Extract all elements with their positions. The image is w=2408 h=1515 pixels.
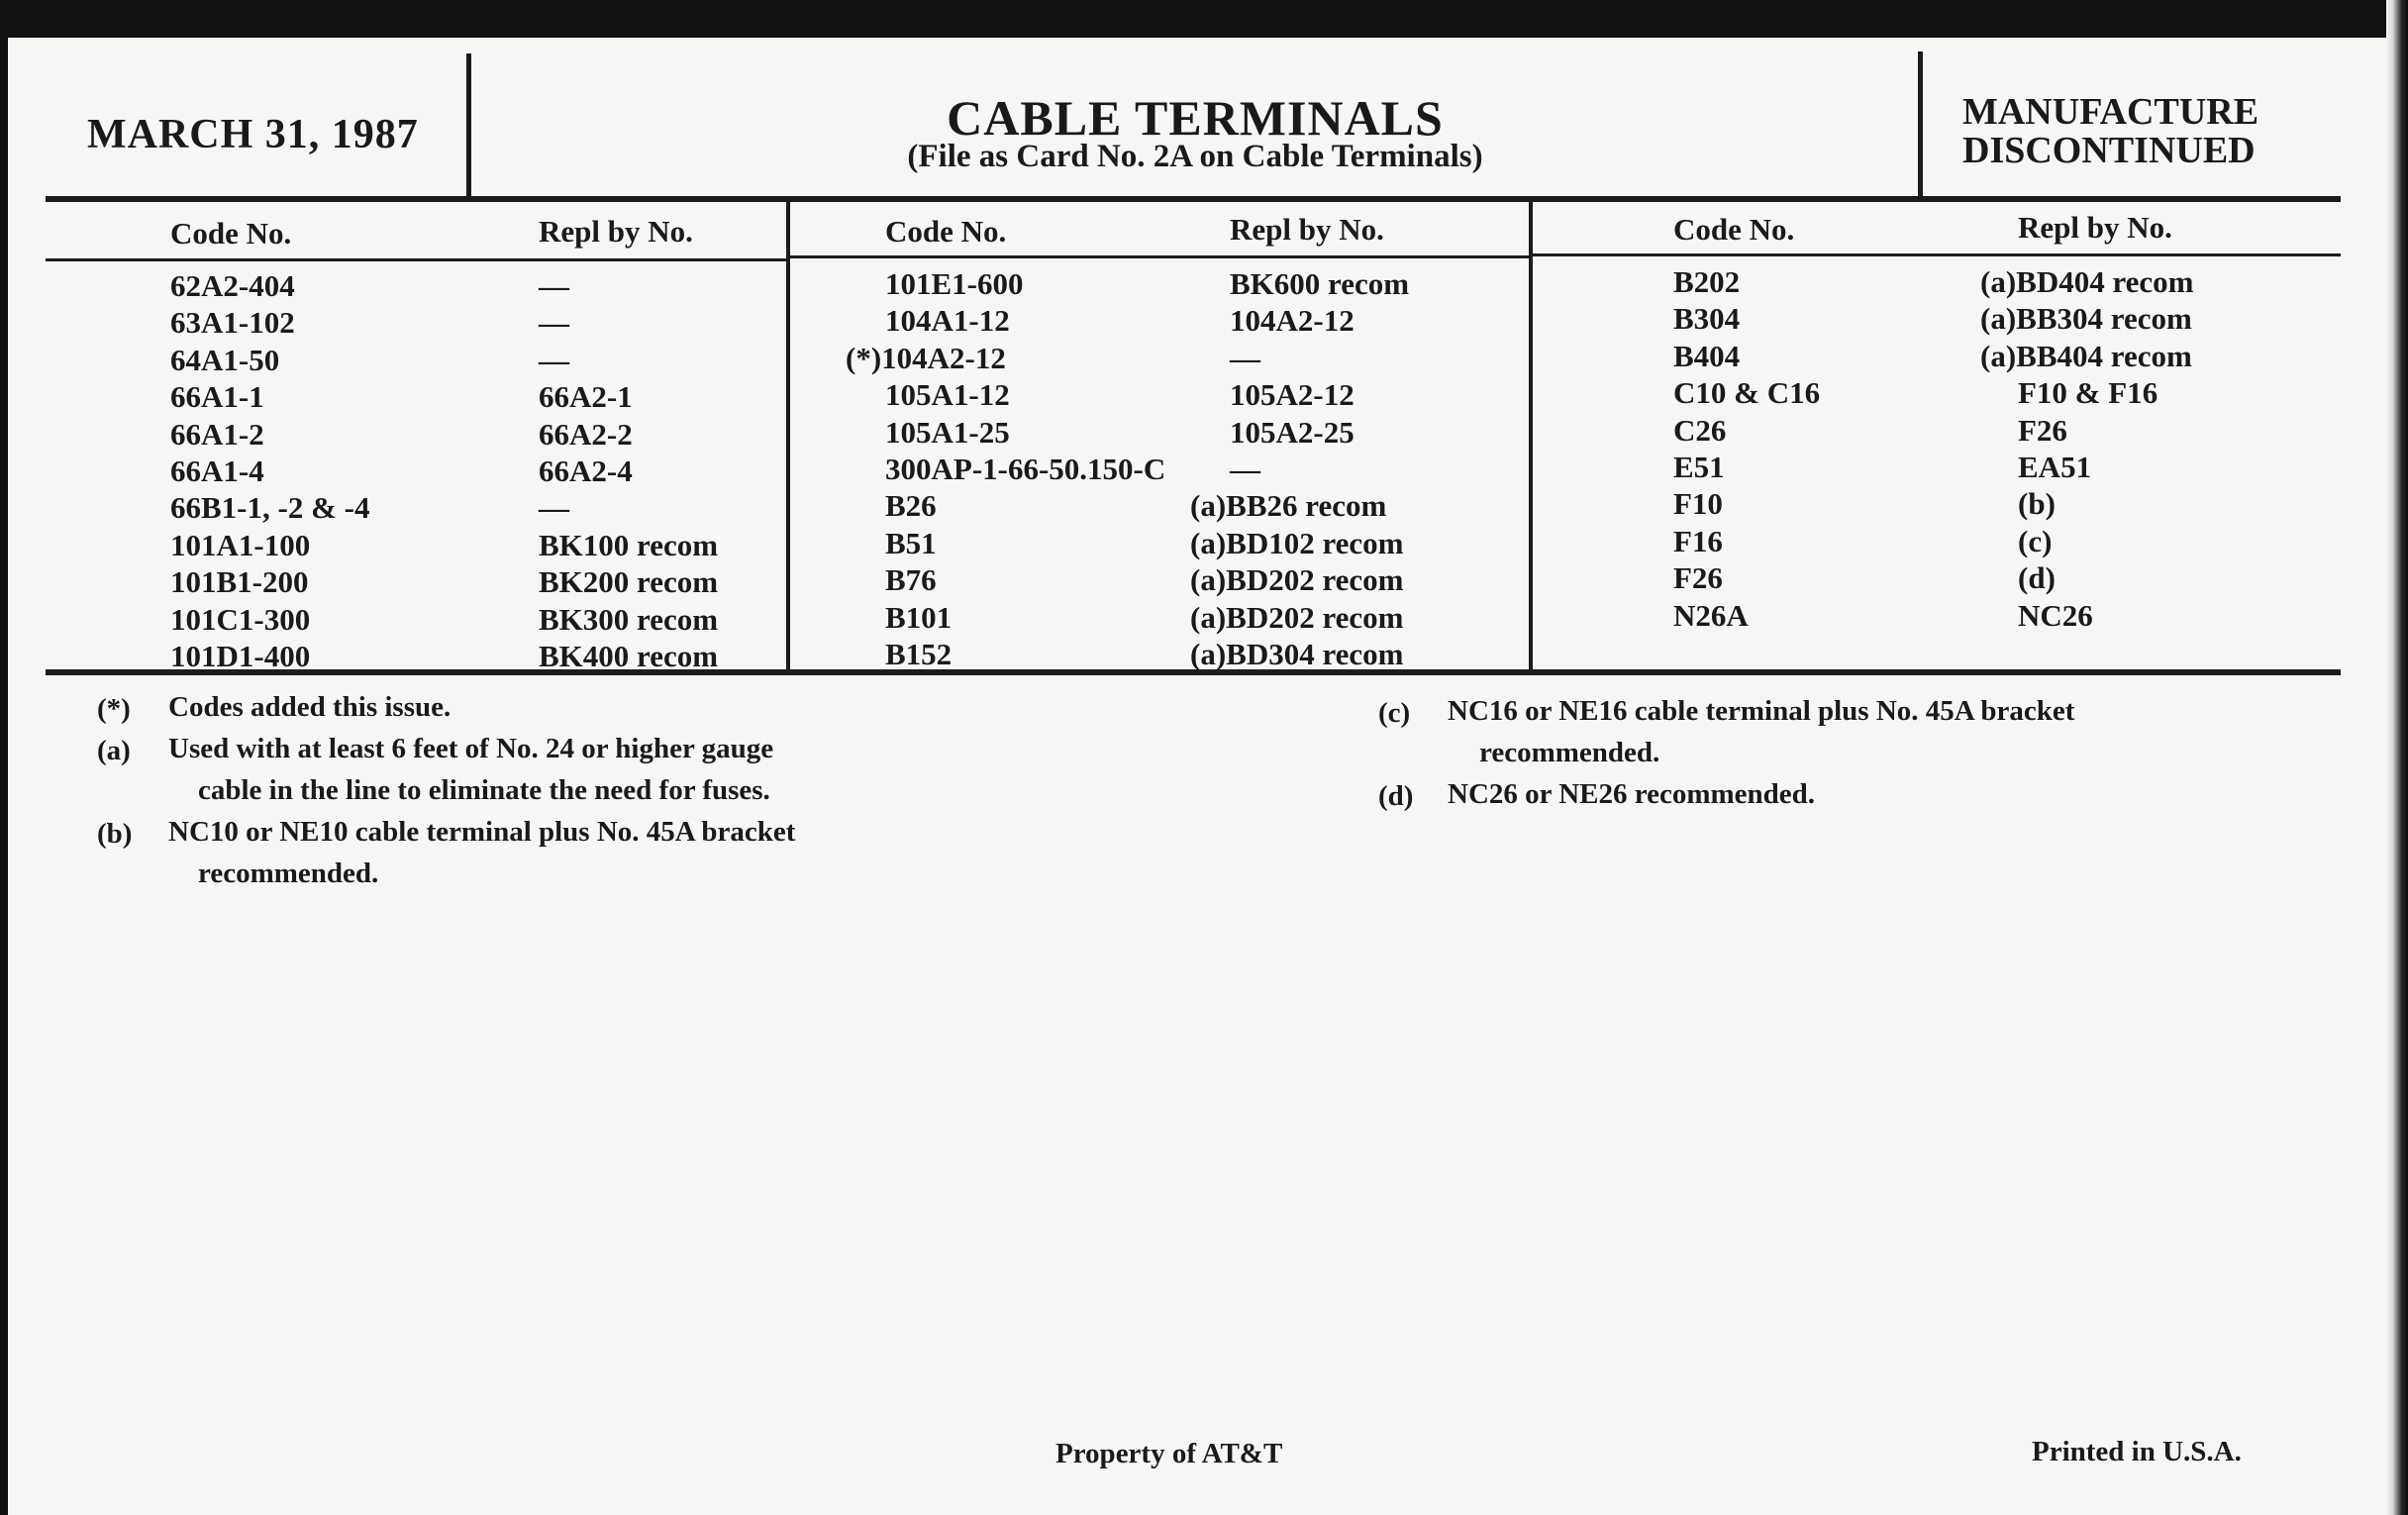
table-cell: 104A1-12 [885,303,1010,339]
table-cell: (c) [2018,523,2053,558]
footer-property: Property of AT&T [1055,1438,1283,1469]
header-divider-left [466,53,471,200]
note-c-mark: (c) [1378,697,1411,729]
table-cell: 66A1-4 [170,454,264,489]
table-cell: (a)BD202 recom [1190,562,1404,598]
table-cell: EA51 [2018,450,2092,485]
table-cell: (a)BD404 recom [1980,264,2194,299]
note-line: NC16 or NE16 cable terminal plus No. 45A bracket [1448,695,2075,727]
table-cell: 66A1-1 [170,379,264,415]
table-cell: (a)BB404 recom [1980,338,2192,373]
table-cell: 62A2-404 [170,268,295,303]
table-cell: 101C1-300 [170,601,311,637]
footer-printed: Printed in U.S.A. [2032,1436,2242,1467]
note-a-text [168,728,773,811]
table-cell: B51 [885,525,937,560]
table-cell: 101E1-600 [885,266,1024,301]
table-cell: F26 [1673,560,1723,596]
table-cell: — [539,305,569,341]
table2-repl-list [1190,265,1410,672]
table-cell: F16 [1673,523,1723,558]
table-divider-2 [1529,200,1533,675]
table-cell: F26 [2018,412,2067,448]
note-d-text [1448,773,1815,815]
table-cell: (a)BB26 recom [1190,488,1387,524]
table-cell: BK600 recom [1230,266,1410,301]
table-cell: E51 [1673,450,1725,485]
table-cell: F10 [1673,486,1723,522]
card-date: MARCH 31, 1987 [87,112,419,157]
header-divider-right [1918,51,1923,200]
table-cell: 105A1-12 [885,377,1010,413]
colhead-rule-1 [46,258,786,261]
table-cell: 104A2-12 [1230,303,1354,339]
table-cell: C26 [1673,412,1727,448]
table-cell: 101D1-400 [170,639,311,674]
table-cell: — [1230,452,1260,487]
note-line: NC26 or NE26 recommended. [1448,778,1816,810]
table-cell: BK200 recom [539,564,719,600]
table1-code-list [170,267,369,674]
note-b-text [168,811,795,894]
table-cell: (a)BD202 recom [1190,599,1404,635]
note-b-mark: (b) [97,818,133,850]
table-cell: B202 [1673,264,1741,299]
col1-repl-header: Repl by No. [539,214,693,249]
status-line-1: MANUFACTURE [1962,91,2259,133]
table-cell: — [539,490,569,526]
table-cell: NC26 [2018,597,2093,633]
table3-repl-list [1980,263,2194,634]
table-cell: B152 [885,637,953,672]
table-cell: (a)BD102 recom [1190,525,1404,560]
table-cell: C10 & C16 [1673,375,1821,411]
table-cell: B101 [885,599,953,635]
table-cell: 105A2-12 [1230,377,1354,413]
table-cell: (*)104A2-12 [846,340,1006,375]
table-cell: (a)BD304 recom [1190,637,1404,672]
note-d-mark: (d) [1378,780,1414,812]
table-cell: 66A1-2 [170,416,264,452]
table-cell: BK100 recom [539,527,719,562]
col2-code-header: Code No. [885,214,1007,249]
table-cell: 63A1-102 [170,305,295,341]
table-cell: 105A2-25 [1230,414,1354,450]
table1-repl-list [539,267,718,674]
table-cell: BK300 recom [539,601,719,637]
table-cell: 101B1-200 [170,564,309,600]
note-line: NC10 or NE10 cable terminal plus No. 45A bracket [168,816,796,848]
table-cell: (b) [2018,486,2056,522]
col2-repl-header: Repl by No. [1230,212,1384,247]
table-cell: B404 [1673,338,1741,373]
note-a-mark: (a) [97,735,131,766]
table-cell: B304 [1673,301,1741,337]
table3-code-list [1673,263,1820,634]
table-cell: 66B1-1, -2 & -4 [170,490,370,526]
table-cell: 101A1-100 [170,527,311,562]
table2-code-list [846,265,1166,672]
note-line: Codes added this issue. [168,691,452,723]
table-cell: B26 [885,488,937,524]
note-line: recommended. [1479,737,1660,768]
colhead-rule-2 [790,255,1529,258]
col1-code-header: Code No. [170,216,292,251]
table-cell: F10 & F16 [2018,375,2158,411]
table-cell: N26A [1673,597,1749,633]
table-cell: 300AP-1-66-50.150-C [885,452,1166,487]
table-cell: — [1230,340,1260,375]
table-cell: — [539,268,569,303]
note-c-text [1448,690,2074,773]
table-cell: (d) [2018,560,2056,596]
header-rule [46,196,2341,202]
note-star-text [168,686,451,728]
table-cell: 66A2-1 [539,379,633,415]
card-title: CABLE TERMINALS [947,90,1444,146]
scan-border [2386,0,2408,1515]
table-cell: 66A2-2 [539,416,633,452]
note-star-mark: (*) [97,693,131,725]
table-cell: — [539,342,569,377]
status-line-2: DISCONTINUED [1962,130,2256,171]
note-line: recommended. [198,858,379,889]
table-cell: B76 [885,562,937,598]
table-cell: BK400 recom [539,639,719,674]
table-divider-1 [786,200,790,675]
table-cell: 66A2-4 [539,454,633,489]
note-line: Used with at least 6 feet of No. 24 or higher gauge [168,733,774,764]
table-cell: (a)BB304 recom [1980,301,2192,337]
table-cell: 105A1-25 [885,414,1010,450]
card-subtitle: (File as Card No. 2A on Cable Terminals) [907,139,1483,174]
col3-repl-header: Repl by No. [2018,210,2172,245]
colhead-rule-3 [1533,253,2341,256]
col3-code-header: Code No. [1673,212,1795,247]
note-line: cable in the line to eliminate the need for fuses. [198,774,770,806]
status-label [1962,93,2258,170]
table-cell: 64A1-50 [170,342,280,377]
